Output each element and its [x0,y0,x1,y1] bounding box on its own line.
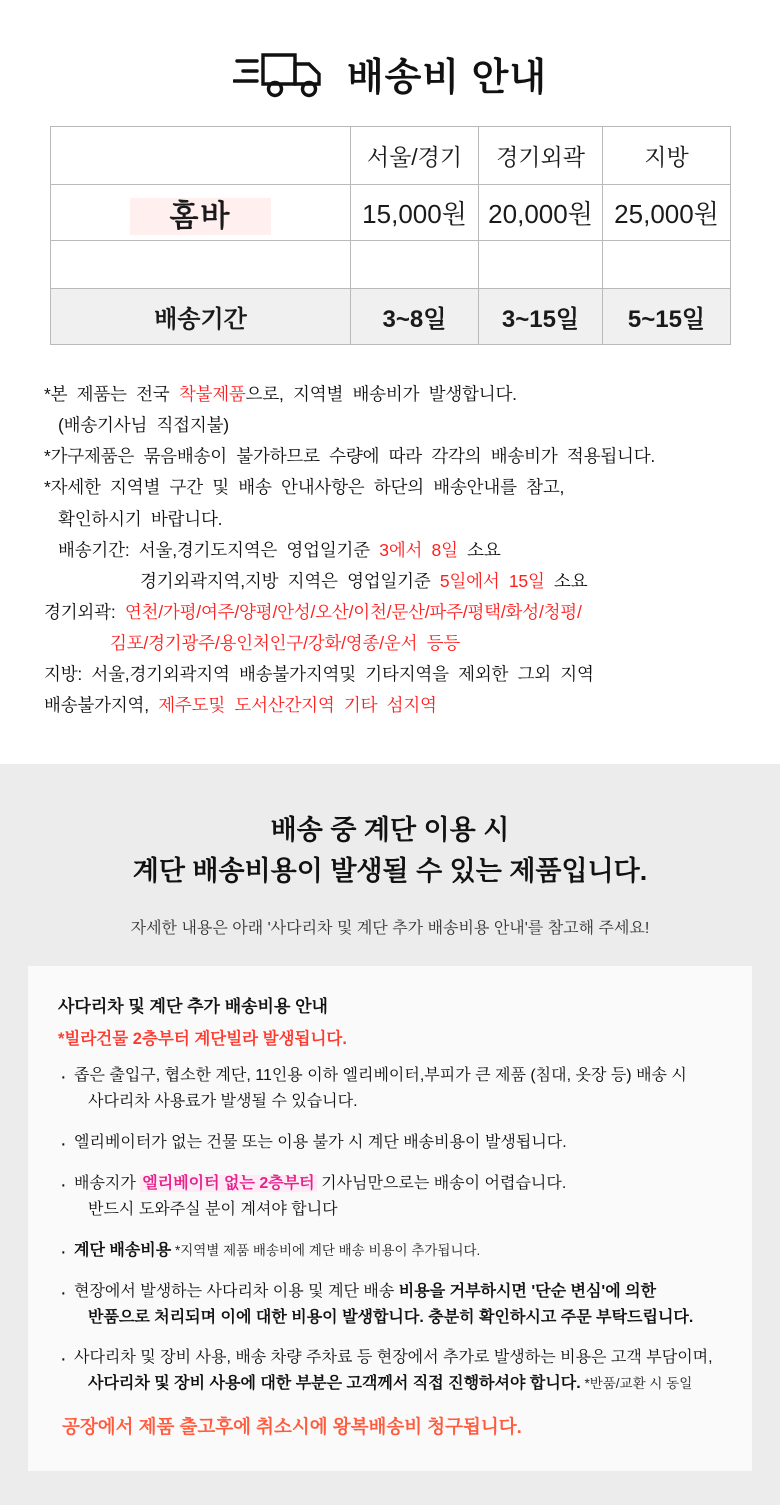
note-line-2: (배송기사님 직접지불) [58,415,229,436]
note-6-red: 3에서 8일 [379,539,458,560]
note-11-label: 배송불가지역, [44,695,159,716]
list-item [58,1171,722,1223]
note-11-red: 제주도및 도서산간지역 기타 섬지역 [158,695,437,716]
note-line-5: 확인하시기 바랍니다. [58,508,223,529]
header-cell-blank [51,127,351,185]
notice-block [0,345,780,732]
header-cell-outer: 경기외곽 [479,127,603,185]
table-row-empty [51,241,731,289]
note-6b: 소요 [457,539,501,560]
note-line-9 [44,628,736,659]
final-warning: 공장에서 제품 출고후에 취소시에 왕복배송비 청구됩니다. [62,1416,522,1438]
item6-sub-wrap [74,1371,722,1397]
header-cell-seoul: 서울/경기 [351,127,479,185]
table-row-period [51,289,731,345]
note-8-red: 연천/가평/여주/양평/안성/오산/이천/문산/파주/평택/화성/청평/ [124,601,582,622]
item3-post: 기사님만으로는 배송이 어렵습니다. [316,1174,567,1192]
list-item [58,1345,722,1397]
ladder-fee-card [28,966,752,1471]
list-item [58,1063,722,1115]
item3-pre: 배송지가 [74,1174,141,1192]
note-6a: 배송기간: 서울,경기도지역은 영업일기준 [58,539,380,560]
note-7a: 경기외곽지역,지방 지역은 영업일기준 [140,570,440,591]
card-title: 사다리차 및 계단 추가 배송비용 안내 [58,997,328,1017]
item5-sub: 반품으로 처리되며 이에 대한 비용이 발생합니다. 충분히 확인하시고 주문 부탁드립니다. [88,1308,694,1326]
page-header [0,0,780,126]
row-label-homebar [51,185,351,241]
stairs-notice-section [0,764,780,1505]
note-line-10: 지방: 서울,경기외곽지역 배송불가지역및 기타지역을 제외한 그외 지역 [44,664,594,685]
item6-main: 사다리차 및 장비 사용, 배송 차량 주차료 등 현장에서 추가로 발생하는 비용은 고객 부담이며, [74,1349,713,1367]
delivery-truck-icon [233,44,329,102]
note-7b: 소요 [544,570,588,591]
note-7-red: 5일에서 15일 [439,570,545,591]
note-line-1 [44,379,736,410]
note-line-6 [44,535,736,566]
item1-sub: 사다리차 사용료가 발생될 수 있습니다. [88,1093,358,1111]
note-8-label: 경기외곽: [44,601,125,622]
item2-main: 엘리베이터가 없는 건물 또는 이용 불가 시 계단 배송비용이 발생됩니다. [74,1134,567,1152]
shipping-fee-table [50,126,731,345]
note-9-red: 김포/경기광주/용인처인구/강화/영종/운서 등등 [110,633,461,654]
stairs-title-line2: 계단 배송비용이 발생될 수 있는 제품입니다. [132,856,648,887]
note-line-11 [44,690,736,721]
item3-highlight: 엘리베이터 없는 2층부터 [142,1174,315,1192]
note-1-red: 착불제품 [178,384,246,404]
stairs-title-line1: 배송 중 계단 이용 시 [270,814,510,845]
page-title: 배송비 안내 [346,56,548,99]
item3-sub: 반드시 도와주실 분이 계셔야 합니다 [88,1200,338,1218]
list-item [58,1238,722,1264]
empty-cell-0 [51,241,351,289]
item6-sub-small: *반품/교환 시 동일 [580,1376,693,1392]
stairs-subtitle: 자세한 내용은 아래 '사다리차 및 계단 추가 배송비용 안내'를 참고해 주세요! [130,920,650,938]
note-line-3: *가구제품은 묶음배송이 불가하므로 수량에 따라 각각의 배송비가 적용됩니다. [44,446,656,467]
empty-cell-2 [479,241,603,289]
item4-bold: 계단 배송비용 [74,1241,172,1259]
table-header-row [51,127,731,185]
note-line-7 [44,566,736,597]
item5-bold: 비용을 거부하시면 '단순 변심'에 의한 [398,1282,657,1300]
note-line-4: *자세한 지역별 구간 및 배송 안내사항은 하단의 배송안내를 참고, [44,477,565,498]
list-item [58,1130,722,1156]
item4-small: *지역별 제품 배송비에 계단 배송 비용이 추가됩니다. [171,1242,481,1258]
card-red-line: *빌라건물 2층부터 계단빌라 발생됩니다. [58,1030,347,1049]
period-outer: 3~15일 [479,289,603,345]
empty-cell-3 [603,241,731,289]
fee-local: 25,000원 [603,185,731,241]
fee-seoul: 15,000원 [351,185,479,241]
ladder-fee-list [58,1063,722,1397]
period-label: 배송기간 [51,289,351,345]
note-1b: 으로, 지역별 배송비가 발생합니다. [245,384,517,404]
fee-outer: 20,000원 [479,185,603,241]
empty-cell-1 [351,241,479,289]
list-item [58,1279,722,1331]
item5-pre: 현장에서 발생하는 사다리차 이용 및 계단 배송 [74,1282,399,1300]
table-row [51,185,731,241]
item1-main: 좁은 출입구, 협소한 계단, 11인용 이하 엘리베이터,부피가 큰 제품 (침대, 옷장 등) 배송 시 [74,1067,687,1085]
period-local: 5~15일 [603,289,731,345]
brand-label: 홈바 [130,198,272,235]
note-1a: *본 제품는 전국 [44,384,179,404]
period-seoul: 3~8일 [351,289,479,345]
fee-table-wrapper [0,126,780,345]
note-line-8 [44,597,736,628]
stairs-title [0,810,780,894]
item6-sub-bold: 사다리차 및 장비 사용에 대한 부분은 고객께서 직접 진행하셔야 합니다. [88,1375,581,1393]
header-cell-local: 지방 [603,127,731,185]
